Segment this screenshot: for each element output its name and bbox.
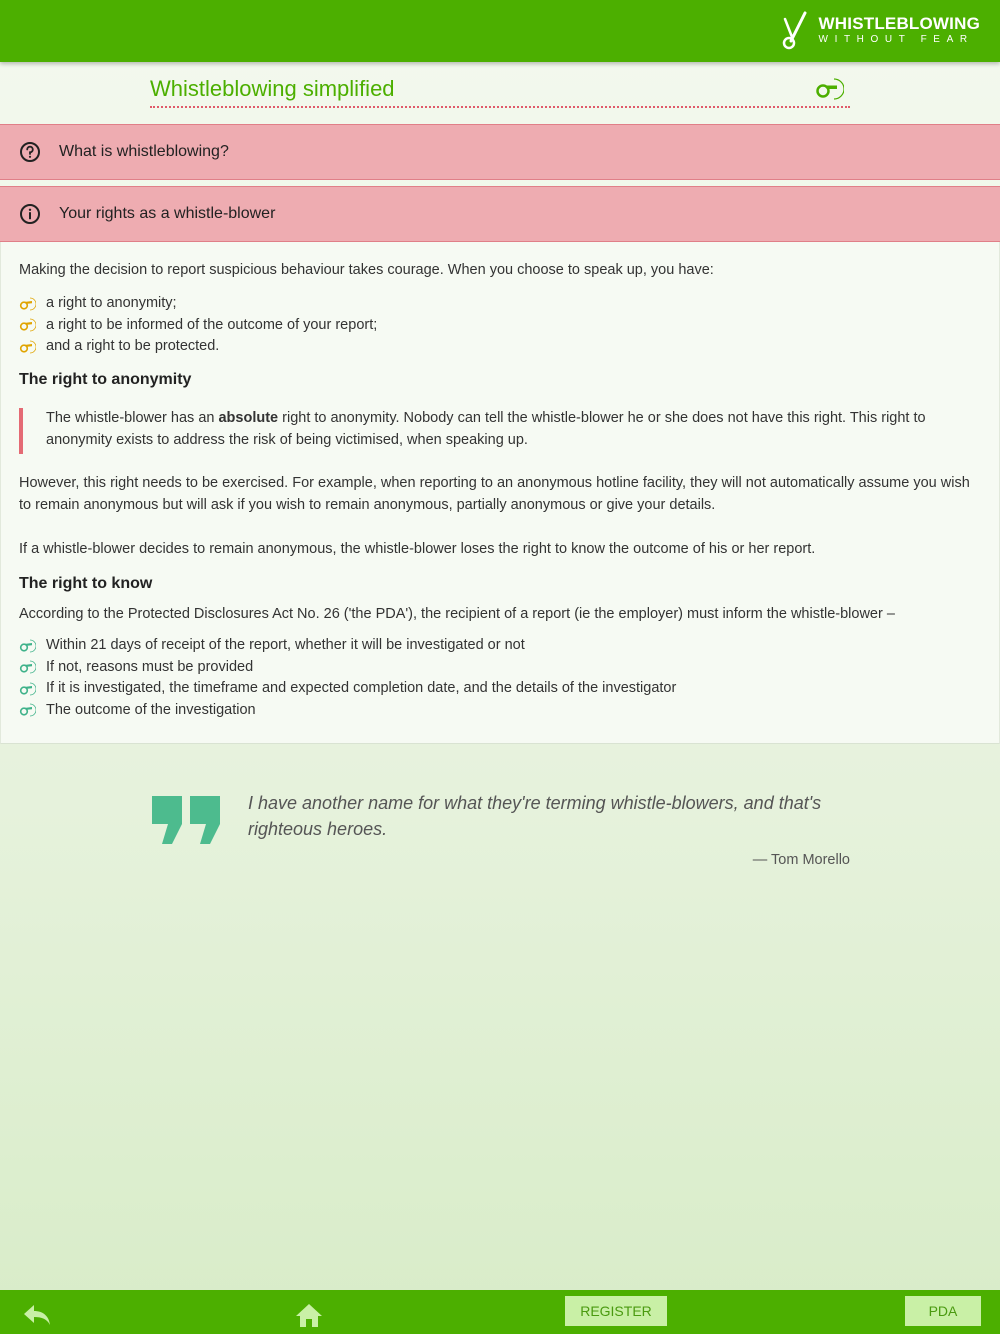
whistle-bullet-icon: [19, 682, 36, 696]
accordion-what-is-whistleblowing[interactable]: [0, 124, 1000, 180]
accordion-your-rights[interactable]: [0, 186, 1000, 242]
page-title: Whistleblowing simplified: [150, 76, 395, 101]
title-row: [150, 70, 850, 108]
register-button[interactable]: REGISTER: [565, 1296, 667, 1326]
whistle-bullet-icon: [19, 297, 36, 311]
list-item: If it is investigated, the timeframe and expected completion date, and the details of the investigator: [19, 678, 676, 700]
logo-sub-text: WITHOUT FEAR: [818, 34, 974, 45]
list-item: a right to be informed of the outcome of your report;: [19, 315, 377, 337]
whistle-icon: [779, 11, 813, 51]
list-item: If not, reasons must be provided: [19, 657, 676, 679]
list-item: Within 21 days of receipt of the report, whether it will be investigated or not: [19, 635, 676, 657]
featured-quote: [150, 790, 850, 880]
heading-right-to-anonymity: The right to anonymity: [19, 371, 192, 388]
quote-text: I have another name for what they're terming whistle-blowers, and that's righteous heroes.: [248, 793, 822, 839]
list-item: and a right to be protected.: [19, 336, 377, 358]
home-icon[interactable]: [295, 1302, 323, 1328]
accordion-label: Your rights as a whistle-blower: [59, 205, 276, 222]
whistle-bullet-icon: [19, 340, 36, 354]
accordion-label: What is whistleblowing?: [59, 143, 229, 160]
quote-mark-icon: [150, 794, 222, 846]
logo-main-text: WHISTLEBLOWING: [818, 14, 980, 33]
intro-paragraph: Making the decision to report suspicious behaviour takes courage. When you choose to speak up, you have:: [19, 262, 714, 278]
whistle-bullet-icon: [19, 639, 36, 653]
quote-author: — Tom Morello: [752, 852, 850, 868]
whistle-bullet-icon: [19, 703, 36, 717]
pda-button[interactable]: PDA: [905, 1296, 981, 1326]
anonymous-outcome-paragraph: If a whistle-blower decides to remain anonymous, the whistle-blower loses the right to know the outcome of his or her report.: [19, 541, 816, 557]
however-paragraph: However, this right needs to be exercised. For example, when reporting to an anonymous hotline facility, they will not automatically assume you wish to remain anonymous but will ask if you wish to remain anonymous, partially anonymous or give your details.: [19, 475, 970, 513]
list-item: The outcome of the investigation: [19, 700, 676, 722]
question-circle-icon: [19, 141, 41, 163]
top-bar: [0, 0, 1000, 62]
whistle-bullet-icon: [19, 660, 36, 674]
info-circle-icon: [19, 203, 41, 225]
right-to-know-list: [19, 635, 676, 721]
list-item: a right to anonymity;: [19, 293, 377, 315]
rights-list: [19, 293, 377, 358]
pda-paragraph: According to the Protected Disclosures Act No. 26 ('the PDA'), the recipient of a report (ie the employer) must inform the whistle-blower –: [19, 606, 895, 622]
emphasis-absolute: absolute: [218, 410, 279, 426]
rights-content-panel: [0, 242, 1000, 744]
app-logo[interactable]: [779, 10, 980, 52]
anonymity-blockquote: The whistle-blower has an absolute right to anonymity. Nobody can tell the whistle-blower he or she does not have this right. This right to anonymity exists to address the risk of being victimised, when speaking up.: [19, 408, 979, 454]
heading-right-to-know: The right to know: [19, 575, 153, 592]
bottom-nav-bar: [0, 1290, 1000, 1334]
whistle-bullet-icon: [19, 318, 36, 332]
whistle-icon: [814, 77, 844, 101]
back-arrow-icon[interactable]: [22, 1302, 52, 1326]
